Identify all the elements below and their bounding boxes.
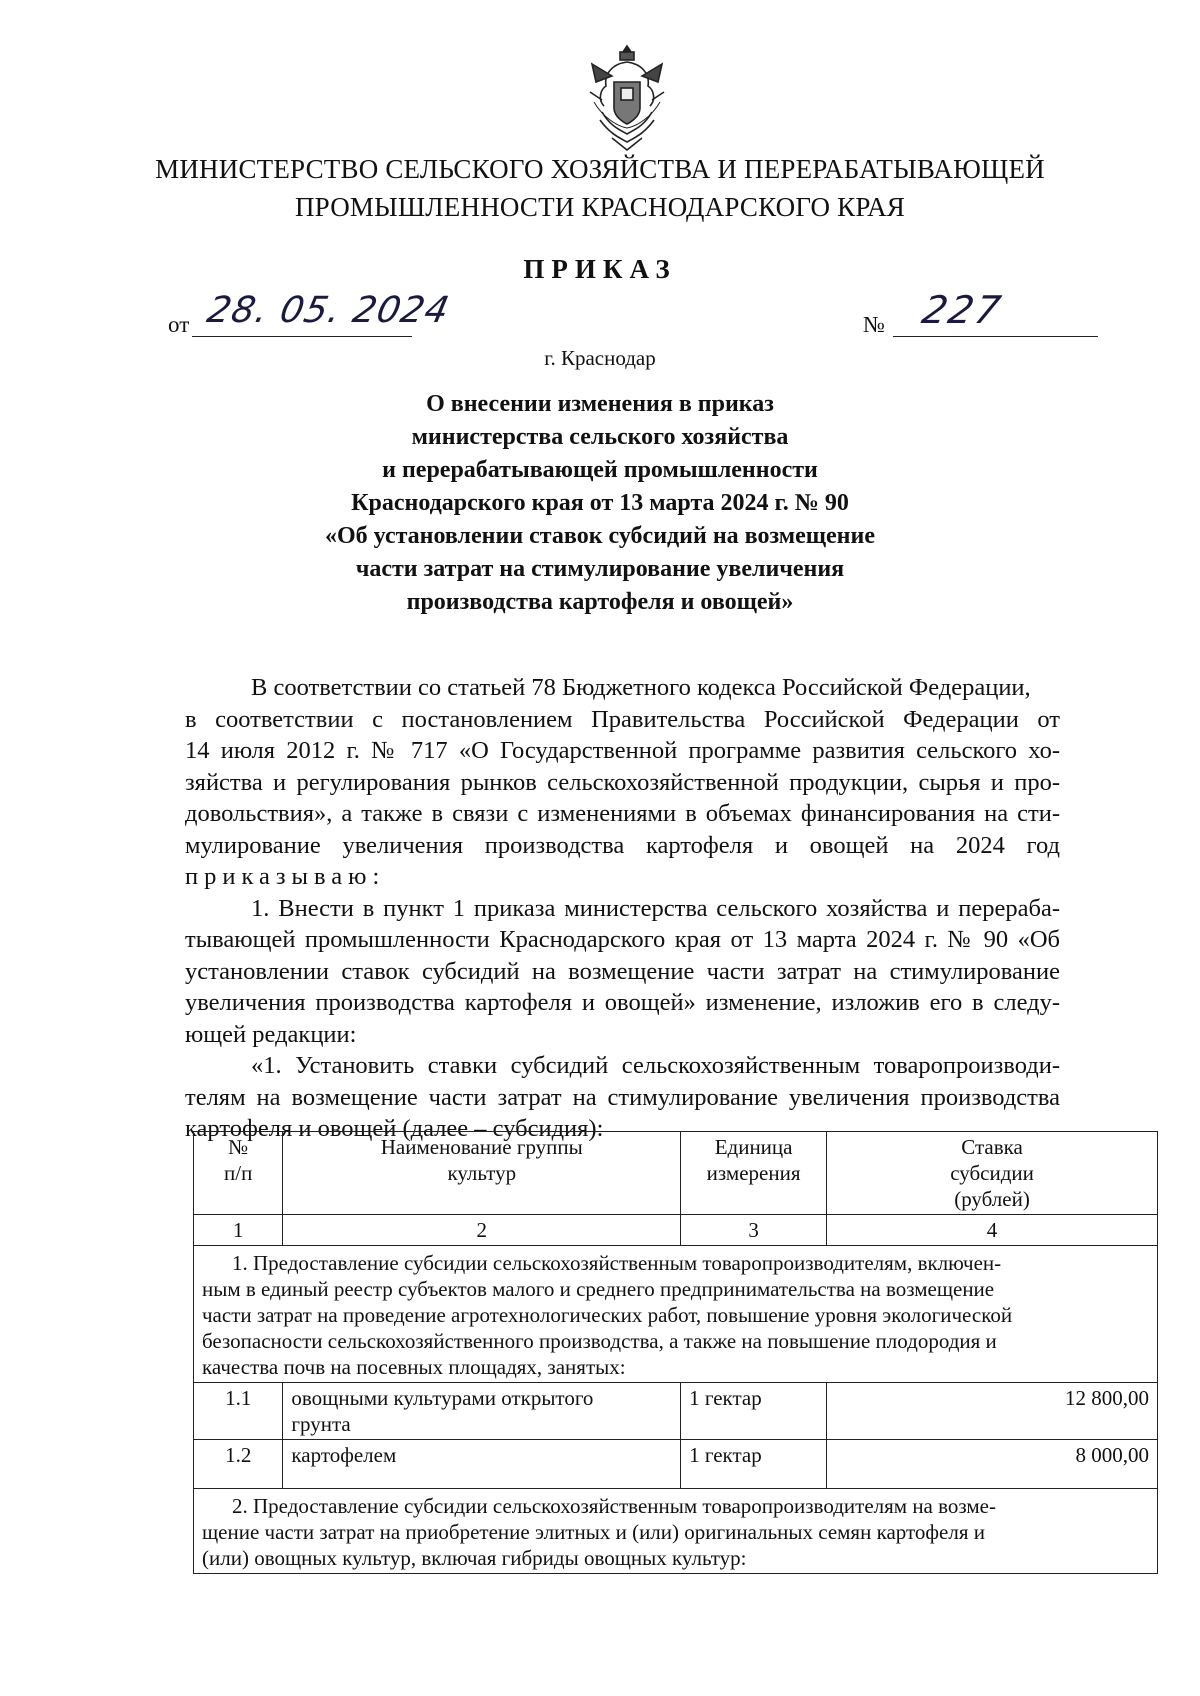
section-line: части затрат на проведение агротехнологических работ, повышение уровня экологической (202, 1303, 1013, 1327)
crop-group: картофелем (283, 1440, 681, 1489)
header-text: Ставка (961, 1135, 1023, 1159)
decree-word: приказываю: (185, 863, 386, 890)
section-line: щение части затрат на приобретение элитных и (или) оригинальных семян картофеля и (202, 1520, 985, 1544)
handwritten-number: 227 (918, 288, 1007, 332)
header-text: Наименование группы (380, 1135, 583, 1159)
unit: 1 гектар (681, 1383, 827, 1440)
row-number: 1.2 (194, 1440, 283, 1489)
body-line: довольствия», а также в связи с изменениями в объемах финансирования на сти- (185, 800, 1060, 827)
subsidy-rates-table (193, 1131, 1158, 1574)
date-number-row (168, 288, 1098, 344)
body-line: в соответствии с постановлением Правительства Российской Федерации от (185, 705, 1060, 733)
header-text: культур (447, 1161, 517, 1185)
rate: 8 000,00 (827, 1440, 1158, 1489)
section-line: 1. Предоставление субсидии сельскохозяйственным товаропроизводителям, включен- (232, 1251, 1002, 1275)
column-number: 4 (827, 1215, 1158, 1246)
crop-group-text: грунта (291, 1412, 351, 1436)
subject-line: и перерабатывающей промышленности (382, 457, 818, 483)
table-section-row (194, 1246, 1158, 1383)
column-number: 3 (681, 1215, 827, 1246)
header-text: № (228, 1135, 249, 1159)
subject-line: производства картофеля и овощей» (406, 589, 794, 615)
body-line: увеличения производства картофеля и овощей» изменение, изложив его в следу- (185, 989, 1060, 1016)
body-line: ющей редакции: (185, 1020, 357, 1048)
handwritten-date: 28. 05. 2024 (203, 290, 454, 331)
number-underline (893, 336, 1098, 337)
body-line: «1. Установить ставки субсидий сельскохозяйственным товаропроизводи- (251, 1052, 1060, 1079)
body-line: картофеля и овощей (далее – субсидия): (185, 1115, 604, 1142)
body-line: 1. Внести в пункт 1 приказа министерства сельского хозяйства и перераба- (251, 894, 1060, 922)
row-number: 1.1 (194, 1383, 283, 1440)
section-1-text (194, 1246, 1158, 1383)
subject-line: «Об установлении ставок субсидий на возмещение (325, 523, 875, 549)
subject-line: министерства сельского хозяйства (411, 424, 789, 450)
rate: 12 800,00 (827, 1383, 1158, 1440)
date-underline (192, 336, 412, 337)
order-title: ПРИКАЗ (523, 254, 677, 284)
header-text: (рублей) (954, 1187, 1030, 1211)
krasnodar-coat-of-arms-emblem (582, 42, 672, 152)
table-row (194, 1383, 1158, 1440)
column-number: 2 (283, 1215, 681, 1246)
body-line: мулирование увеличения производства картофеля и овощей на 2024 год (185, 831, 1060, 859)
order-body (185, 672, 1060, 1145)
section-2-text (194, 1489, 1158, 1574)
ministry-name-line1: МИНИСТЕРСТВО СЕЛЬСКОГО ХОЗЯЙСТВА И ПЕРЕРАБАТЫВАЮЩЕЙ (155, 154, 1045, 184)
crop-group-text: овощными культурами открытого (291, 1386, 594, 1410)
number-prefix: № (863, 312, 885, 337)
column-number-row (194, 1215, 1158, 1246)
section-line: (или) овощных культур, включая гибриды овощных культур: (202, 1546, 747, 1570)
body-line: 14 июля 2012 г. № 717 «О Государственной программе развития сельского хо- (185, 737, 1060, 764)
table-row (194, 1440, 1158, 1489)
section-line: безопасности сельскохозяйственного производства, а также на повышение плодородия и (202, 1329, 997, 1353)
section-line: качества почв на посевных площадях, занятых: (202, 1355, 626, 1379)
body-line: установлении ставок субсидий на возмещение части затрат на стимулирование (185, 957, 1060, 985)
body-line: зяйства и регулирования рынков сельскохозяйственной продукции, сырья и про- (185, 768, 1060, 796)
table-section-row (194, 1489, 1158, 1574)
ministry-name (120, 150, 1080, 226)
header-text: субсидии (950, 1161, 1034, 1185)
table-header-row (194, 1132, 1158, 1215)
header-cell-number (194, 1132, 283, 1215)
body-line: тывающей промышленности Краснодарского края от 13 марта 2024 г. № 90 «Об (185, 926, 1060, 953)
header-text: Единица (714, 1135, 793, 1159)
crop-group (283, 1383, 681, 1440)
header-text: п/п (224, 1161, 253, 1185)
column-number: 1 (194, 1215, 283, 1246)
header-text: измерения (706, 1161, 801, 1185)
header-cell-crop-group (283, 1132, 681, 1215)
section-line: ным в единый реестр субъектов малого и среднего предпринимательства на возмещение (202, 1277, 995, 1301)
subject-line: Краснодарского края от 13 марта 2024 г. № 90 (351, 490, 849, 516)
ministry-name-line2: ПРОМЫШЛЕННОСТИ КРАСНОДАРСКОГО КРАЯ (294, 192, 906, 222)
subject-line: части затрат на стимулирование увеличения (355, 556, 845, 582)
city: г. Краснодар (544, 346, 656, 370)
date-prefix: от (168, 312, 190, 337)
header-cell-rate (827, 1132, 1158, 1215)
header-cell-unit (681, 1132, 827, 1215)
section-line: 2. Предоставление субсидии сельскохозяйственным товаропроизводителям на возме- (232, 1494, 996, 1518)
order-subject (200, 388, 1000, 619)
body-line: В соответствии со статьей 78 Бюджетного кодекса Российской Федерации, (251, 674, 1031, 701)
subject-line: О внесении изменения в приказ (426, 391, 774, 417)
body-line: телям на возмещение части затрат на стимулирование увеличения производства (185, 1083, 1060, 1111)
unit: 1 гектар (681, 1440, 827, 1489)
